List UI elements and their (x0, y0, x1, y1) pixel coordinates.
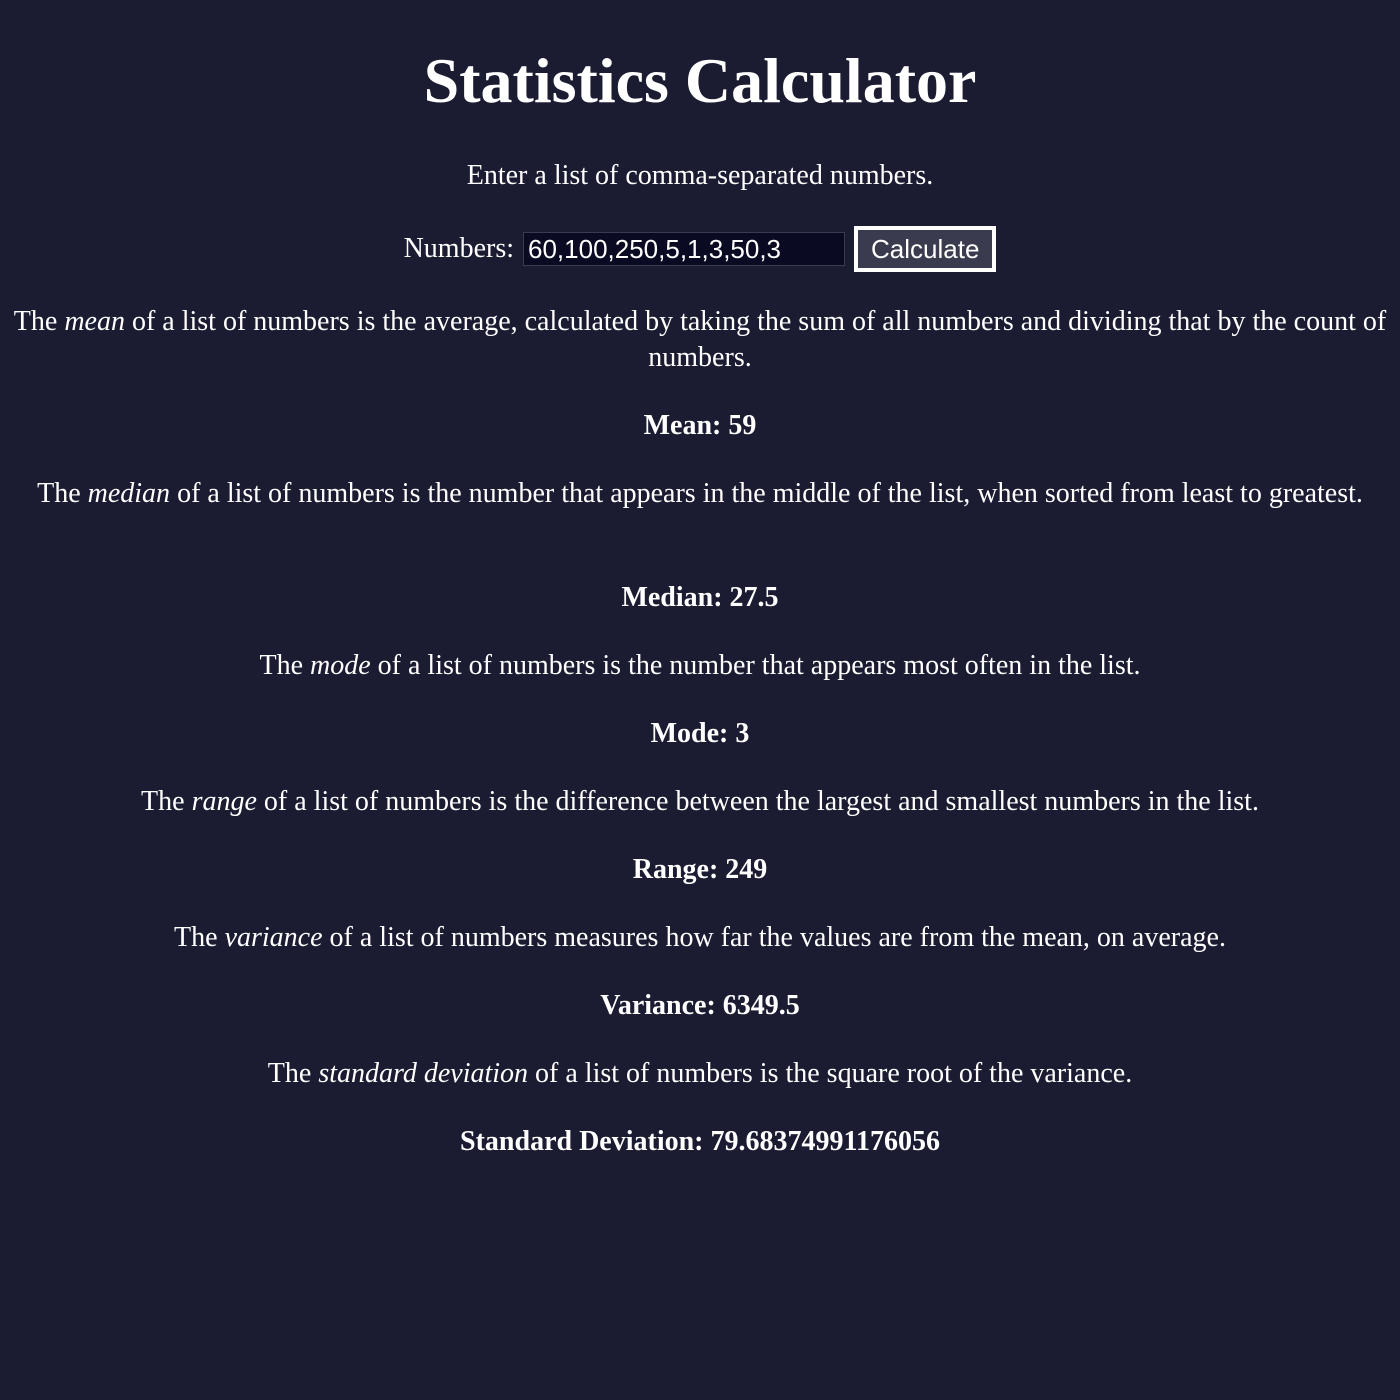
variance-result (0, 988, 1400, 1024)
variance-desc-post: of a list of numbers measures how far the values are from the mean, on average. (322, 922, 1226, 953)
median-value: 27.5 (729, 582, 779, 613)
page-title: Statistics Calculator (423, 45, 977, 116)
intro-text: Enter a list of comma-separated numbers. (466, 160, 934, 191)
calculate-button[interactable]: Calculate (854, 226, 996, 272)
variance-label: Variance: (600, 990, 716, 1021)
stddev-label: Standard Deviation: (460, 1126, 704, 1157)
median-term: median (87, 478, 171, 509)
median-description (0, 476, 1400, 512)
numbers-input[interactable] (523, 232, 845, 266)
mode-desc-post: of a list of numbers is the number that appears most often in the list. (370, 650, 1141, 681)
stddev-result (0, 1124, 1400, 1160)
variance-desc-pre: The (174, 922, 225, 953)
median-desc-post: of a list of numbers is the number that appears in the middle of the list, when sorted from least to greatest. (170, 478, 1363, 509)
mean-desc-pre: The (13, 306, 65, 337)
variance-term: variance (224, 922, 323, 953)
mode-description (0, 648, 1400, 684)
median-result (0, 580, 1400, 616)
mode-value: 3 (735, 718, 750, 749)
range-result (0, 852, 1400, 888)
mean-result (0, 408, 1400, 444)
stddev-desc-post: of a list of numbers is the square root of the variance. (528, 1058, 1133, 1089)
mean-desc-post: of a list of numbers is the average, calculated by taking the sum of all numbers and dividing that by the count of numbers. (124, 306, 1387, 373)
mean-description (0, 304, 1400, 376)
numbers-label: Numbers: (403, 233, 515, 264)
range-term: range (191, 786, 257, 817)
mode-label: Mode: (650, 718, 729, 749)
stddev-desc-pre: The (267, 1058, 319, 1089)
range-label: Range: (632, 854, 719, 885)
stddev-value: 79.68374991176056 (710, 1126, 940, 1157)
range-desc-post: of a list of numbers is the difference between the largest and smallest numbers in the list. (256, 786, 1259, 817)
mode-desc-pre: The (259, 650, 310, 681)
mean-label: Mean: (643, 410, 722, 441)
mean-term: mean (64, 306, 125, 337)
numbers-form (0, 226, 1400, 272)
median-label: Median: (621, 582, 723, 613)
mode-term: mode (310, 650, 371, 681)
stddev-term: standard deviation (318, 1058, 529, 1089)
variance-value: 6349.5 (722, 990, 800, 1021)
range-description (0, 784, 1400, 820)
median-desc-pre: The (37, 478, 88, 509)
range-desc-pre: The (141, 786, 192, 817)
mean-value: 59 (728, 410, 757, 441)
stddev-description (0, 1056, 1400, 1092)
range-value: 249 (725, 854, 768, 885)
mode-result (0, 716, 1400, 752)
variance-description (0, 920, 1400, 956)
